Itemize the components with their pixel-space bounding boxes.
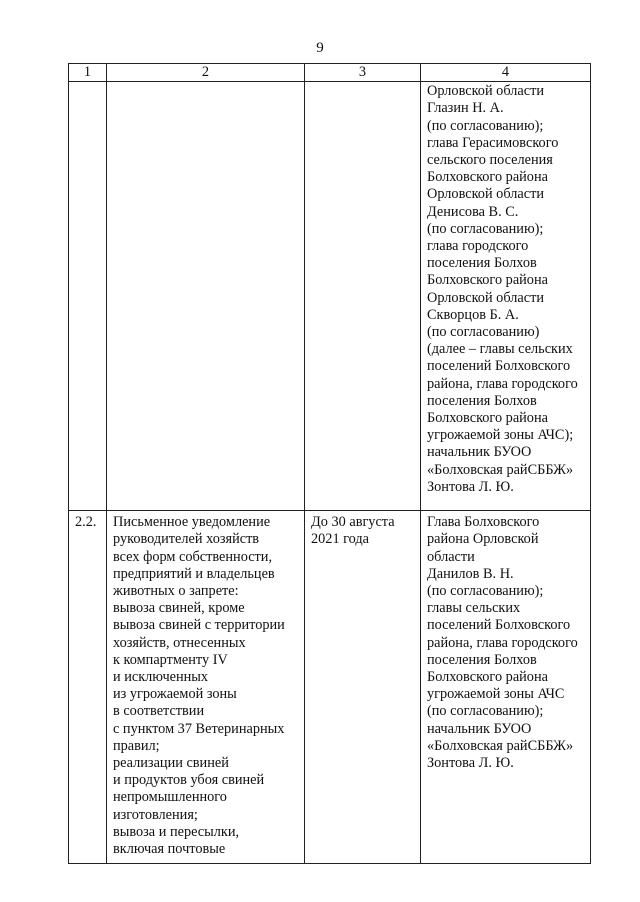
text-line: Болховского района	[427, 410, 548, 427]
text-line: поселения Болхов	[427, 651, 537, 668]
text-line: поселений Болховского	[427, 617, 571, 634]
text-line: и исключенных	[113, 669, 209, 686]
cell-measure	[107, 511, 305, 864]
text-line: Орловской области	[427, 83, 544, 100]
text-line: До 30 августа	[311, 514, 395, 531]
text-line: района, глава городского	[427, 375, 578, 392]
cell-deadline	[305, 511, 421, 864]
text-line: района, глава городского	[427, 634, 578, 651]
text-line: угрожаемой зоны АЧС);	[427, 427, 574, 444]
text-line: Зонтова Л. Ю.	[427, 755, 514, 772]
text-line: (по согласованию);	[427, 583, 544, 600]
text-line: Болховского района	[427, 169, 548, 186]
text-line: Зонтова Л. Ю.	[427, 478, 514, 495]
table-row-continued	[69, 82, 591, 511]
text-line: вывоза и пересылки,	[113, 823, 240, 840]
table-header-row	[69, 64, 591, 82]
cell-number	[69, 82, 107, 511]
text-line: включая почтовые	[113, 841, 226, 858]
column-header-4: 4	[421, 64, 591, 82]
text-line: Глазин Н. А.	[427, 100, 504, 117]
text-line: вывоза свиней, кроме	[113, 600, 245, 617]
cell-responsible	[421, 511, 591, 864]
cell-number: 2.2.	[69, 511, 107, 864]
text-line: поселения Болхов	[427, 255, 537, 272]
text-line: (по согласованию)	[427, 324, 540, 341]
table-row-2-2	[69, 511, 591, 864]
text-line: из угрожаемой зоны	[113, 686, 237, 703]
text-line: реализации свиней	[113, 755, 229, 772]
text-line: и продуктов убоя свиней	[113, 772, 265, 789]
text-line: (по согласованию);	[427, 117, 544, 134]
column-header-2: 2	[107, 64, 305, 82]
text-line: к компартменту IV	[113, 651, 228, 668]
text-line: руководителей хозяйств	[113, 531, 260, 548]
text-line: правил;	[113, 737, 160, 754]
text-line: начальник БУОО	[427, 720, 532, 737]
text-line: Данилов В. Н.	[427, 565, 514, 582]
text-line: сельского поселения	[427, 152, 553, 169]
cell-measure	[107, 82, 305, 511]
text-line: Скворцов Б. А.	[427, 306, 519, 323]
page-number: 9	[316, 40, 324, 56]
text-line: (по согласованию);	[427, 703, 544, 720]
text-line: изготовления;	[113, 806, 198, 823]
measures-table	[68, 63, 591, 864]
column-header-3: 3	[305, 64, 421, 82]
text-line: Болховского района	[427, 669, 548, 686]
text-line: области	[427, 548, 475, 565]
text-line: «Болховская райСББЖ»	[427, 461, 574, 478]
text-line: «Болховская райСББЖ»	[427, 737, 574, 754]
text-line: с пунктом 37 Ветеринарных	[113, 720, 285, 737]
text-line: животных о запрете:	[113, 583, 239, 600]
text-line: глава городского	[427, 238, 529, 255]
text-line: поселений Болховского	[427, 358, 571, 375]
text-line: вывоза свиней с территории	[113, 617, 285, 634]
text-line: (по согласованию);	[427, 220, 544, 237]
text-line: начальник БУОО	[427, 444, 532, 461]
text-line: Орловской области	[427, 186, 544, 203]
text-line: предприятий и владельцев	[113, 565, 275, 582]
text-line: непромышленного	[113, 789, 227, 806]
text-line: хозяйств, отнесенных	[113, 634, 246, 651]
text-line: Глава Болховского	[427, 514, 540, 531]
cell-responsible	[421, 82, 591, 511]
text-line: района Орловской	[427, 531, 539, 548]
cell-deadline	[305, 82, 421, 511]
text-line: главы сельских	[427, 600, 521, 617]
text-line: всех форм собственности,	[113, 548, 273, 565]
text-line: (далее – главы сельских	[427, 341, 573, 358]
column-header-1: 1	[69, 64, 107, 82]
text-line: Болховского района	[427, 272, 548, 289]
text-line: 2021 года	[311, 531, 370, 548]
text-line: Орловской области	[427, 289, 544, 306]
text-line: в соответствии	[113, 703, 205, 720]
text-line: поселения Болхов	[427, 392, 537, 409]
text-line: Денисова В. С.	[427, 203, 519, 220]
text-line: глава Герасимовского	[427, 134, 559, 151]
text-line: Письменное уведомление	[113, 514, 271, 531]
text-line: угрожаемой зоны АЧС	[427, 686, 565, 703]
